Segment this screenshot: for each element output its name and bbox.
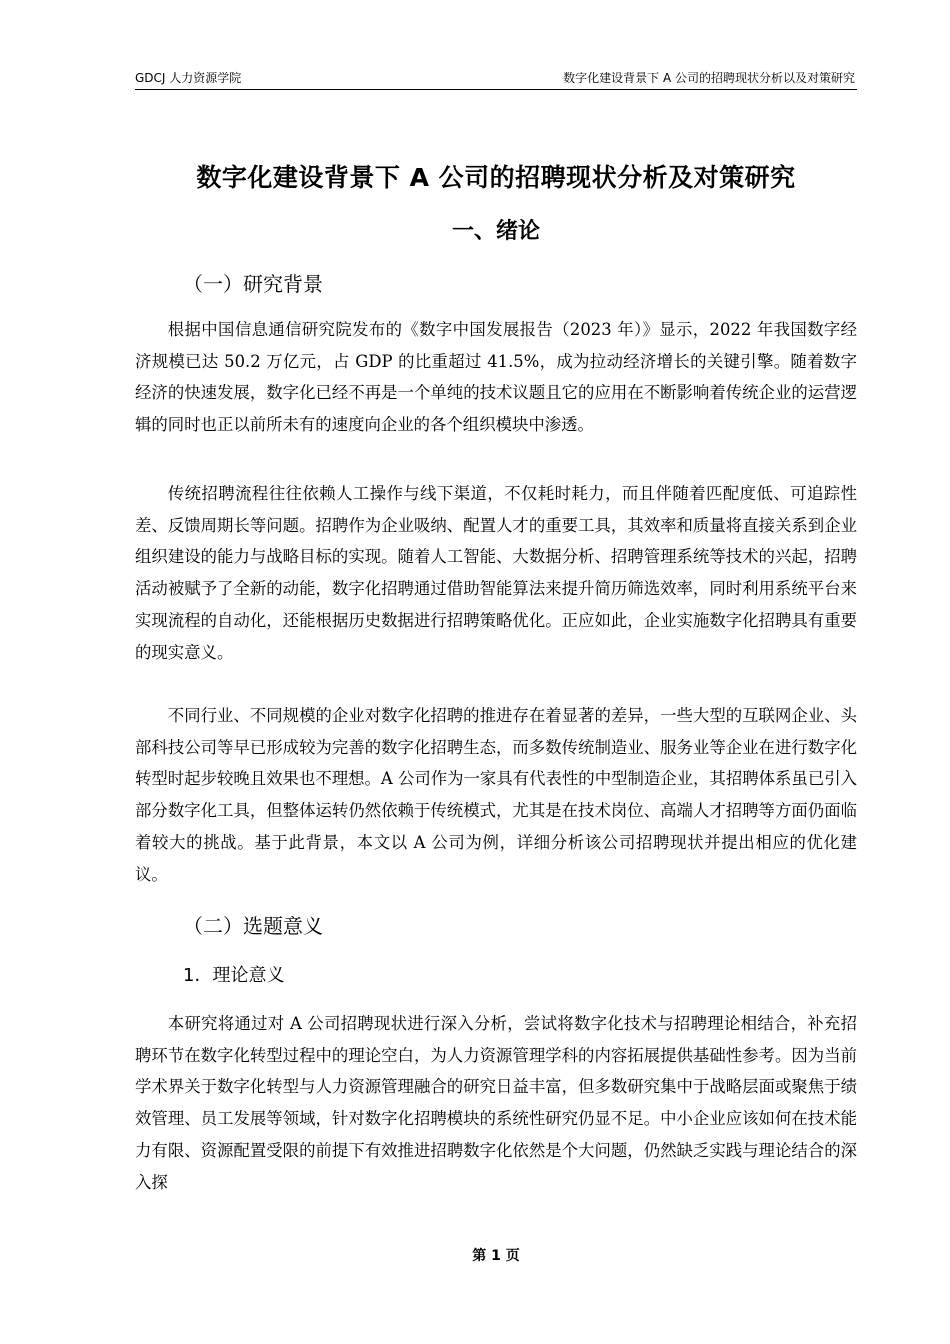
paragraph: 本研究将通过对 A 公司招聘现状进行深入分析，尝试将数字化技术与招聘理论相结合，补充招聘环节在数字化转型过程中的理论空白，为人力资源管理学科的内容拓展提供基础性参考。因为当前学术界关于数字化转型与人力资源管理融合的研究日益丰富，但多数研究集中于战略层面或聚焦于绩效管理、员工发展等领域，针对数字化招聘模块的系统性研究仍显不足。中小企业应该如何在技术能力有限、资源配置受限的前提下有效推进招聘数字化依然是个大问题，仍然缺乏实践与理论结合的深入探 [135, 1014, 857, 1192]
section-heading-significance: （二）选题意义 [183, 914, 323, 938]
page-header [135, 69, 857, 90]
subsection-heading-theory: 1．理论意义 [183, 965, 285, 986]
document-title: 数字化建设背景下 A 公司的招聘现状分析及对策研究 [196, 163, 796, 192]
header-school: GDCJ 人力资源学院 [135, 71, 242, 85]
paragraph: 根据中国信息通信研究院发布的《数字中国发展报告（2023 年）》显示，2022 年我国数字经济规模已达 50.2 万亿元，占 GDP 的比重超过 41.5%，成为拉动经济增长的关键引擎。随着数字经济的快速发展，数字化已经不再是一个单纯的技术议题且它的应用在不断影响着传统企业的运营逻辑的同时也正以前所未有的速度向企业的各个组织模块中渗透。 [135, 320, 857, 435]
chapter-heading: 一、绪论 [451, 219, 540, 244]
paragraph: 不同行业、不同规模的企业对数字化招聘的推进存在着显著的差异，一些大型的互联网企业、头部科技公司等早已形成较为完善的数字化招聘生态，而多数传统制造业、服务业等企业在进行数字化转型时起步较晚且效果也不理想。A 公司作为一家具有代表性的中型制造企业，其招聘体系虽已引入部分数字化工具，但整体运转仍然依赖于传统模式，尤其是在技术岗位、高端人才招聘等方面仍面临着较大的挑战。基于此背景，本文以 A 公司为例，详细分析该公司招聘现状并提出相应的优化建议。 [135, 706, 857, 884]
section-heading-background: （一）研究背景 [183, 272, 323, 296]
header-running-title: 数字化建设背景下 A 公司的招聘现状分析以及对策研究 [563, 71, 855, 85]
page-number: 第 1 页 [472, 1248, 520, 1264]
paragraph: 传统招聘流程往往依赖人工操作与线下渠道，不仅耗时耗力，而且伴随着匹配度低、可追踪性差、反馈周期长等问题。招聘作为企业吸纳、配置人才的重要工具，其效率和质量将直接关系到企业组织建设的能力与战略目标的实现。随着人工智能、大数据分析、招聘管理系统等技术的兴起，招聘活动被赋予了全新的动能，数字化招聘通过借助智能算法来提升简历筛选效率，同时利用系统平台来实现流程的自动化，还能根据历史数据进行招聘策略优化。正应如此，企业实施数字化招聘具有重要的现实意义。 [135, 484, 857, 662]
